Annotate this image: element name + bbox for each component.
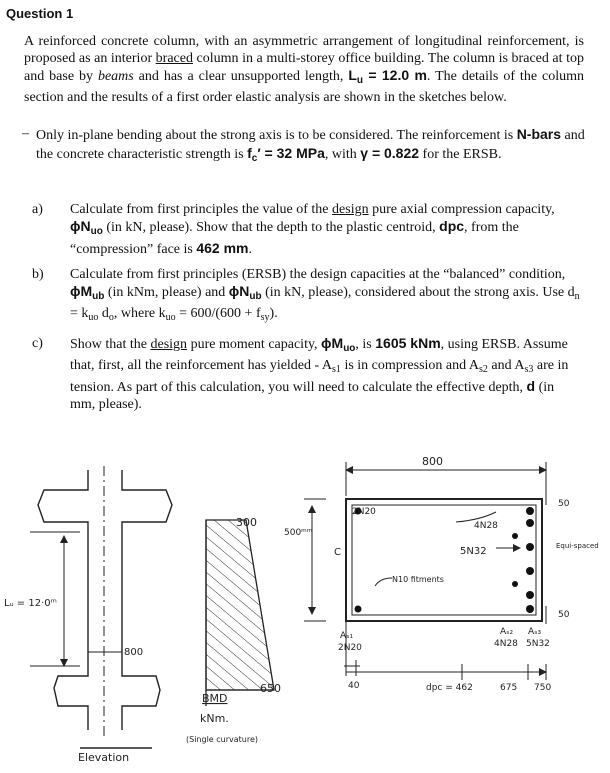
part-a-text: Calculate from first principles the value of the design pure axial compression capacity, $\phi N_{uo}$ (in kN, please). Show that the depth to the plastic centroid, dpc, from the “compression” face is 462 mm. [70,202,555,257]
rebar-dots [355,507,535,613]
as3-bars: 5N32 [526,639,550,649]
dim-40: 40 [348,681,360,691]
dim-50-bottom: 50 [558,610,570,620]
question-heading: Question 1 [6,6,74,21]
bars-top-left: 2N20 [352,507,376,517]
bmd-note: (Single curvature) [186,735,259,744]
elevation-label: Elevation [78,751,130,764]
dim-800-side: 800 [124,647,144,658]
part-c-text: Show that the design pure moment capacity, $\phi M_{uo}$, is 1605 kNm, using ERSB. Assume that, first, all the reinforcement has yielded - $A_{s1}$ is in compression and $A_{s2}$ and $A_{s3}$ are in tension. As part of this calculation, you will need to calculate the effective depth, d (in mm, please). [70,335,569,412]
dim-750: 750 [534,683,552,693]
note-paragraph: – Only in-plane bending about the strong axis is to be considered. The reinforcement is N-bars and the concrete characteristic strength is $f_c' = 32$ MPa, with γ = 0.822 for the ERSB. [22,126,585,164]
dim-500: 500ᵐᵐ [284,528,313,538]
as3-label: Aₛ₃ [528,627,542,637]
dim-800-top: 800 [422,455,443,468]
as1-bars: 2N20 [338,643,362,653]
bmd-bottom-value: 650 [260,682,281,695]
as2-label: Aₛ₂ [500,627,514,637]
equi-spaced-label: Equi-spaced [556,542,599,550]
bmd-units: kNm. [200,712,229,725]
part-c-label: c) [32,336,43,351]
bmd-title: BMD [202,692,228,705]
as2-bars: 4N28 [494,639,518,649]
bmd-top-value: 300 [236,516,257,529]
bars-top-right: 4N28 [474,521,498,531]
lu-label: Lᵤ = 12·0ᵐ [4,598,57,609]
fitments-label: N10 fitments [392,575,444,584]
c-label: C [334,547,341,558]
dim-50-top: 50 [558,499,570,509]
intro-paragraph: A reinforced concrete column, with an asymmetric arrangement of longitudinal reinforcement, is proposed as an interior braced column in a multi-storey office building. The column is braced at top and base by beams and has a clear unsupported length, $L_u = 12.0$ m. The details of the column section and the results of a first order elastic analysis are shown in the sketches below. [24,34,584,105]
part-b-label: b) [32,267,44,282]
dpc-label: dpc = 462 [426,683,473,693]
dim-675: 675 [500,683,518,693]
bars-mid: 5N32 [460,546,487,557]
part-b-text: Calculate from first principles (ERSB) the design capacities at the “balanced” condition, $\phi M_{ub}$ (in kNm, please) and $\phi N_{ub}$ (in kN, please), considered about the strong axis. Use $d_n = k_{uo}$ $d_o$, where $k_{uo} = 600/(600 + f_{sy})$. [70,267,580,323]
as1-label: Aₛ₁ [340,631,354,641]
bmd-sketch [206,520,274,706]
part-a-label: a) [32,202,43,217]
